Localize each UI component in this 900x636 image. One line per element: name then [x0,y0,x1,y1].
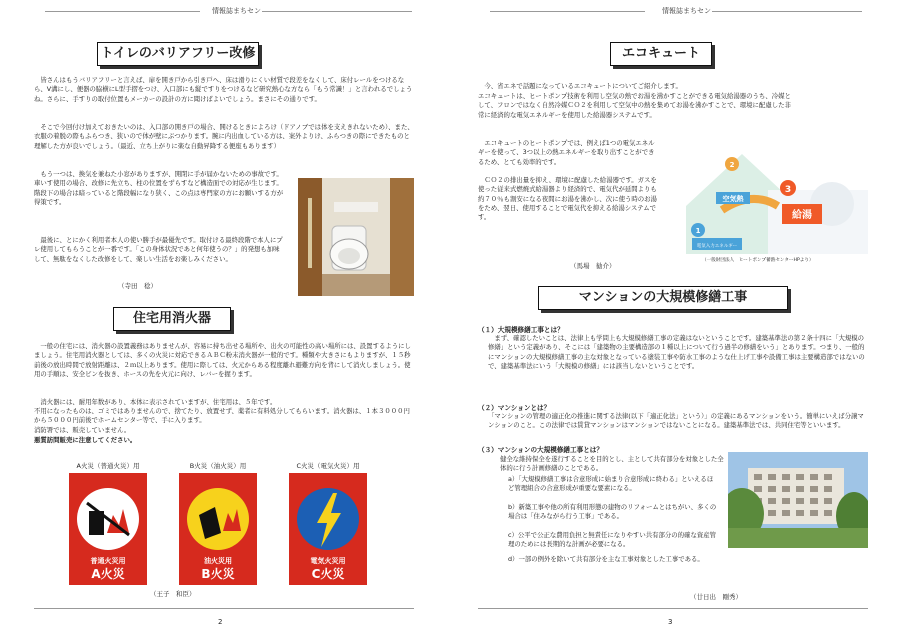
toilet-paragraph-4: 最後に、とにかく利用者本人の使い勝手が最優先です。取付ける最終段階で本人にプレ使用してもらうことが一番です。「この身体状況であと何年使うの？」的発想も加味して、無駄をなくした改修をして、楽しい生活をお楽しみください。 [34,236,283,263]
ecocute-paragraph-1: 今、省エネで話題になっているエコキュートについてご紹介します。 [484,82,682,90]
toilet-author: （寺田 稔） [118,282,157,290]
diagram-air-label: 空気熱 [722,195,744,203]
fire-type-b-icon [179,473,257,585]
footer-rule [478,608,868,609]
toilet-photo [298,178,414,296]
renovation-item-d: d）一部の例外を除いて共有部分を主な工事対象とした工事である。 [508,555,704,563]
label-b-line1: 油火災用 [204,557,232,565]
toilet-paragraph-1: 皆さんはもうバリアフリーと言えば、扉を開き戸から引き戸へ、床は滑りにくい材質で段差をなくして、床付レールをつけるなら、V溝にし、便器の脇横にL型手摺をつけ、入口部にも縦ですりをつけるなど研究熱心な方なら「もう常識！」と言われるでしょうね。さらに、手すりの取付位置もメーカーの設計の方に聞けばよいでしょう。まさにその通りです。 [34,76,413,103]
header-rule-left [490,11,645,12]
extinguisher-label-c [278,461,378,585]
renovation-title: マンションの大規模修繕工事 [538,286,788,310]
label-b-caption: B火災（油火災）用 [189,462,247,470]
diagram-number-1: 1 [695,227,701,235]
label-b-line2: B火災 [201,567,235,581]
fire-type-c-icon [289,473,367,585]
toilet-paragraph-3: もう一つは、換気を兼ねた小窓がありますが、開閉に手が届かないための事故です。車いす使用の場合、改修に先立ち、柱の位置をずらすなど構造面での対応が生じます。階段下の場合は暗っていると階段幅になり狭く、この点は専門家の方にお願いする方が得策です。 [34,170,284,206]
renovation-answer-1: まず、確認したいことは、法律上も学問上も大規模修繕工事の定義はないということです。建築基準法の第２条十四に「大規模の修繕」という定義があり、そこには「建築物の主要構造部の１種以上について行う過半の修繕をいう」とあります。つまり、一般的にマンションの大規模修繕工事の主な対象となっている塗装工事や防水工事のような仕上げ工事や設備工事は主要構造部ではないので、建築基準法にいう「大規模の修繕」には該当しないということです。 [488,334,865,370]
extinguisher-label-b [168,461,268,585]
diagram-credit: （一般財団法人 ヒートポンプ蓄熱センターHPより） [702,258,814,263]
label-c-caption: C火災（電気火災）用 [296,462,360,470]
page-number: 2 [218,618,223,626]
heat-pump-diagram [682,150,868,254]
label-a-line1: 普通火災用 [90,557,126,565]
header-rule-right [262,11,412,12]
extinguisher-paragraph-2: 消火器には、耐用年数があり、本体に表示されていますが、住宅用は、５年です。 [40,398,277,406]
renovation-item-a: a）「大規模修繕工事は合意形成に始まり合意形成に終わる」といえるほど管理組合の合意形成が重要な要素になる。 [508,475,714,493]
extinguisher-title: 住宅用消火器 [113,307,231,331]
renovation-question-2: （２）マンションとは？ [478,404,551,412]
label-c-line1: 電気火災用 [310,557,346,565]
ecocute-paragraph-3: エコキュートのヒートポンプでは、例えば1つの電気エネルギーを使って、3つ以上の熱エネルギーを取り出すことができるため、とても効率的です。 [478,139,655,166]
label-c-line2: C火災 [311,567,345,581]
toilet-paragraph-2: そこで今回付け加えておきたいのは、入口部の開き戸の場合、開けるときによろけ（ドアノブでは体を支えきれないため）、また、衣服の着脱の際もふらつき、狭いので体が壁にぶつかります。腕に内出血している方は、案外よりけ、ふらつきの際にできたものと理解した方が良いでしょう。（最近、立ち上がりに楽な自動昇降する便座もあります） [34,123,414,150]
toilet-title: トイレのバリアフリー改修 [97,42,259,66]
extinguisher-warning: 悪質訪問販売に注意してください。 [34,436,137,444]
ecocute-paragraph-2: エコキュートは、ヒートポンプ技術を利用し空気の熱でお湯を沸かすことができる電気給湯器のうち、冷媒として、フロンではなく自然冷媒ＣＯ２を利用して空気中の熱を集めてお湯を沸かすことで、環境に配慮した非常に経済的な電気エネルギーを使用した給湯器システムです。 [478,92,791,119]
footer-rule [34,608,414,609]
fire-type-a-icon [69,473,147,585]
extinguisher-paragraph-4: 消防署では、販売していません。 [34,426,131,434]
renovation-item-c: c）公平で公正な費用負担と無責任になりやすい共有部分の的確な資産管理のためには長期的な計画が必要になる。 [508,531,717,549]
header-rule-right [712,11,862,12]
ecocute-paragraph-4: ＣＯ２の排出量を抑え、環境に配慮した給湯器です。ガスを使った従来式燃焼式給湯器より経済的で、電気代が延間よりも約７０％も割安になる夜間にお湯を沸かし、次に使う時のお湯をため、翌日、使用することで電気代を抑える給湯システムです。 [478,176,657,222]
header-rule-left [45,11,200,12]
diagram-number-3: 3 [784,185,792,195]
header-label: 情報誌まちセン [662,7,711,15]
label-a-line2: A火災 [91,567,125,581]
header-label: 情報誌まちセン [212,7,261,15]
right-page [450,0,900,636]
page-number: 3 [668,618,673,626]
diagram-input-label: 電気入力エネルギー [696,244,738,249]
renovation-item-b: b）新築工事や他の所有利用形態の建物のリフォームとはちがい、多くの場合は「住みながら行う工事」である。 [508,503,717,521]
diagram-hot-water-label: 給湯 [792,210,812,221]
extinguisher-author: （王子 和臣） [150,590,196,598]
extinguisher-paragraph-1: 一般の住宅には、消火器の設置義務はありませんが、容易に持ち出せる場所や、出火の可能性の高い場所には、設置するようにしましょう。住宅用消火器としては、多くの火災に対応できるＡＢＣ粉末消火器が一般的です。種類や大きさにもよりますが、１５秒前後の放出時間で放射距離は、２ｍ以上あります。使用に際しては、火元からある程度離れ避難方向を背にして消火しましょう。使用の手順は、安全ピンを抜き、ホースの先を火元に向け、レバーを握ります。 [34,342,411,378]
renovation-question-3: （３）マンションの大規模修繕工事とは？ [478,446,603,454]
renovation-answer-2: 「マンションの管理の適正化の推進に関する法律(以下「適正化法」という）」の定義にあるマンションをいう。簡単にいえば分譲マンションのこと。この法律では賃貸マンションはマンションではないことになる。建築基準法では、共同住宅等といいます。 [488,412,864,430]
renovation-author: （廿日出 剛秀） [690,593,742,601]
extinguisher-label-a [58,461,158,585]
ecocute-author: （馬場 勧介） [570,262,616,270]
ecocute-title: エコキュート [610,42,712,66]
renovation-question-1: （１）大規模修繕工事とは？ [478,326,564,334]
extinguisher-paragraph-3: 不用になったものは、ゴミではありませんので、捨てたり、放置せず、薬者に有料処分してもらいます。消火器は、１本３０００円から５０００円前後でホームセンター等で、手に入ります。 [34,407,410,425]
label-a-caption: A火災（普通火災）用 [76,462,140,470]
diagram-number-2: 2 [729,161,735,169]
apartment-photo [728,452,868,548]
renovation-answer-3: 健全な維持保全を遂行することを目的とし、主として共有部分を対象とした全体的に行う計画修繕のことである。 [500,455,724,473]
